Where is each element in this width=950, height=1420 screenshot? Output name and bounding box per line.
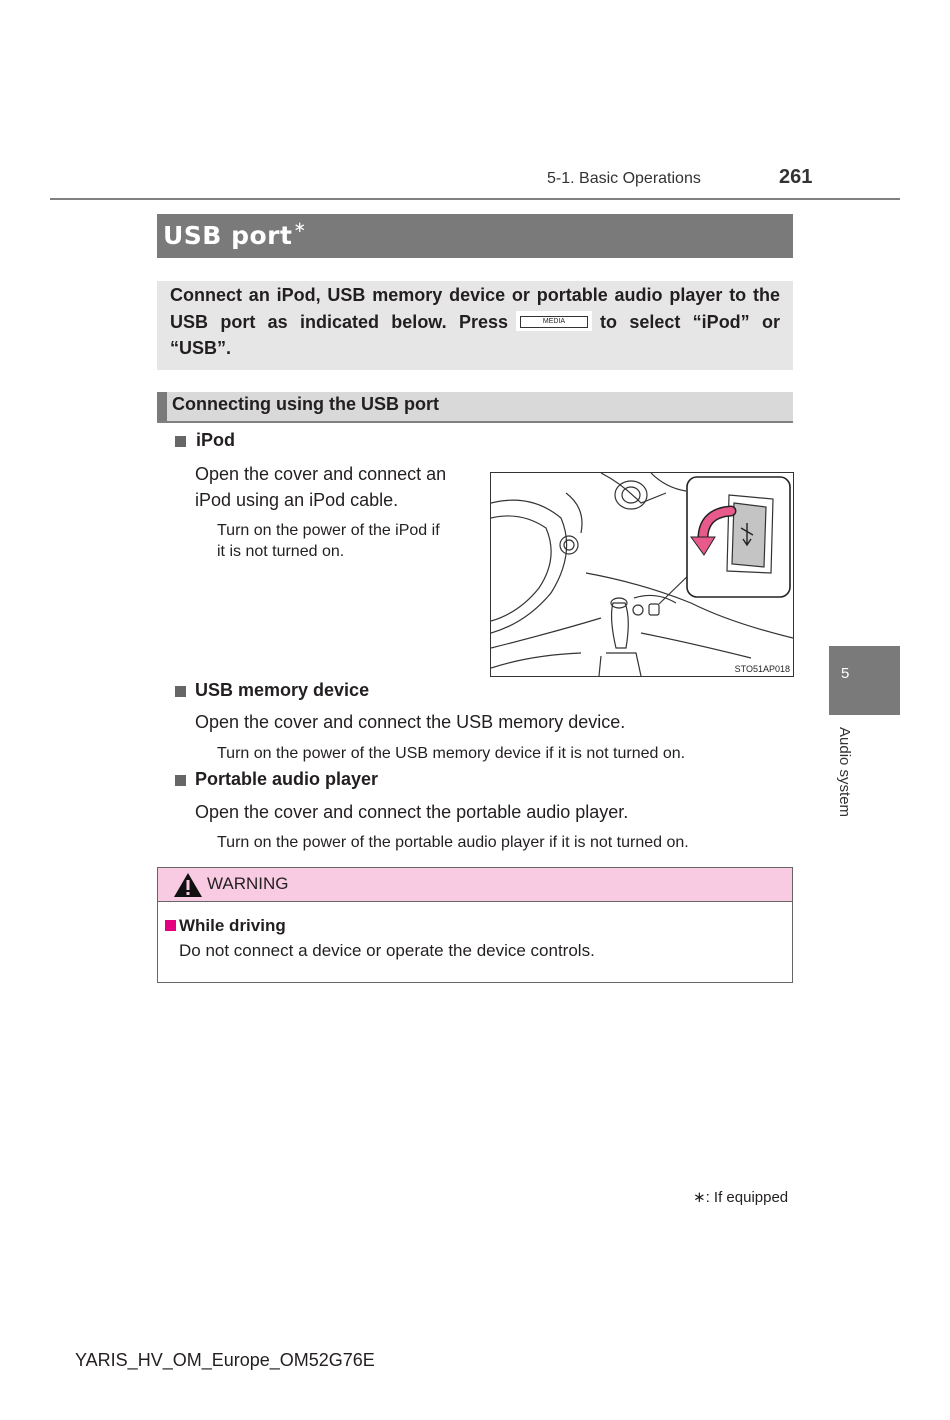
media-button-icon — [516, 311, 592, 331]
warning-title: WARNING — [207, 874, 289, 893]
footnote-marker: ∗ — [693, 1189, 706, 1206]
warning-triangle-icon — [173, 872, 203, 898]
intro-text-part2: to select “iPod” or “USB”. — [170, 311, 780, 358]
item-body-ipod-line1: Open the cover and connect an — [195, 464, 447, 484]
chapter-tab — [829, 646, 900, 715]
item-body-portable-player: Open the cover and connect the portable audio player. — [195, 802, 629, 822]
page-title-bar — [157, 214, 793, 258]
subsection-heading-bar — [157, 392, 793, 423]
subsection-title: Connecting using the USB port — [172, 394, 439, 414]
warning-box — [157, 867, 793, 983]
item-note-ipod-line2: it is not turned on. — [217, 543, 345, 560]
item-heading-ipod: iPod — [196, 430, 235, 450]
intro-text — [170, 282, 780, 362]
footnote — [693, 1188, 788, 1206]
bullet-square-icon — [175, 686, 186, 697]
item-note-usb-memory: Turn on the power of the USB memory device if it is not turned on. — [217, 745, 686, 762]
usb-port-illustration — [490, 472, 794, 677]
intro-box — [157, 281, 793, 370]
subsection-accent — [157, 392, 167, 421]
item-note-ipod-line1: Turn on the power of the iPod if — [217, 522, 440, 539]
item-body-usb-memory: Open the cover and connect the USB memory device. — [195, 712, 626, 732]
warning-header — [158, 868, 792, 902]
intro-text-part1: Connect an iPod, USB memory device or portable audio player to the USB port as indicated below. Press — [170, 285, 780, 332]
dashboard-usb-drawing — [491, 473, 793, 676]
section-header: 5-1. Basic Operations — [547, 170, 701, 187]
chapter-number: 5 — [841, 665, 850, 682]
warning-body: Do not connect a device or operate the device controls. — [179, 941, 595, 960]
item-body-ipod-line2: iPod using an iPod cable. — [195, 490, 399, 510]
footnote-text: : If equipped — [705, 1189, 789, 1206]
chapter-label: Audio system — [836, 727, 853, 818]
page-title-text: USB port — [163, 221, 293, 250]
warning-bullet-icon — [165, 920, 176, 931]
item-note-portable-player: Turn on the power of the portable audio player if it is not turned on. — [217, 834, 689, 851]
item-heading-portable-player: Portable audio player — [195, 769, 379, 789]
page-number: 261 — [779, 166, 813, 188]
bullet-square-icon — [175, 436, 186, 447]
warning-subtitle: While driving — [179, 916, 286, 935]
media-button-label: MEDIA — [520, 316, 588, 328]
figure-label: STO51AP018 — [734, 664, 790, 674]
page-title — [163, 218, 307, 250]
header-divider — [50, 198, 900, 200]
item-heading-usb-memory: USB memory device — [195, 680, 370, 700]
bullet-square-icon — [175, 775, 186, 786]
document-id: YARIS_HV_OM_Europe_OM52G76E — [75, 1350, 375, 1370]
if-equipped-marker: ∗ — [293, 218, 307, 236]
